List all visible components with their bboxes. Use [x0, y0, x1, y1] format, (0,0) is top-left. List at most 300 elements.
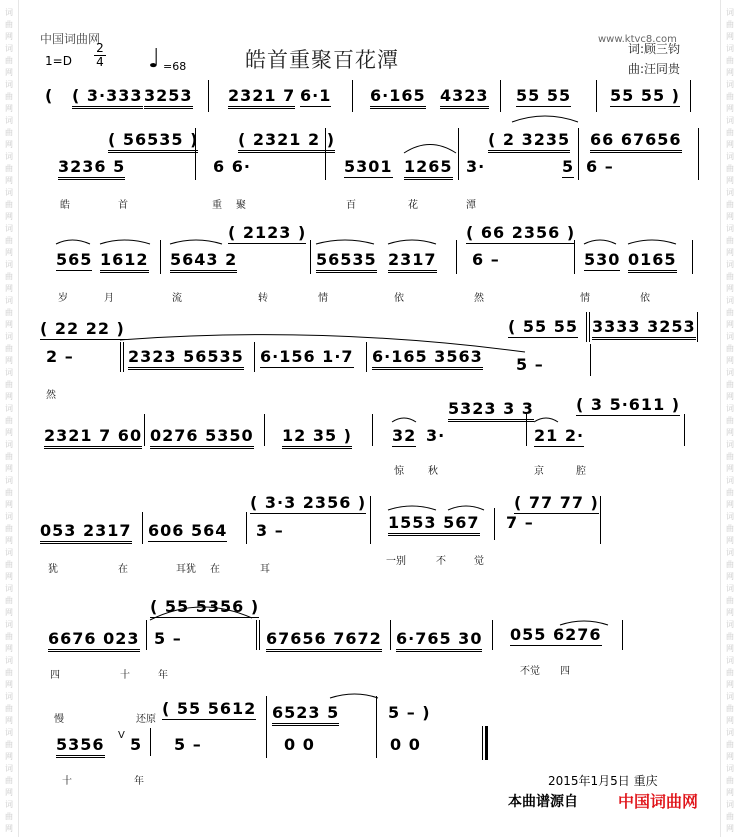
side-watermark-char: 曲 [5, 668, 13, 677]
side-watermark-char: 曲 [5, 164, 13, 173]
slur-arc [448, 506, 484, 510]
lyric-char: 然 [474, 293, 484, 304]
bar-line [160, 240, 161, 274]
side-watermark-char: 词 [5, 296, 13, 305]
bar-line [697, 312, 698, 342]
bar-line [246, 512, 247, 544]
side-watermark-char: 网 [726, 716, 734, 725]
side-watermark-char: 曲 [726, 812, 734, 821]
bar-line [146, 620, 147, 650]
side-watermark-char: 网 [5, 176, 13, 185]
side-watermark-char: 曲 [726, 308, 734, 317]
bar-line [500, 80, 501, 112]
lyric-char: 依 [394, 293, 404, 304]
site-url-top-right: www.ktvc8.com [598, 34, 677, 45]
side-watermark-char: 网 [5, 140, 13, 149]
lyric-char: 然 [46, 390, 56, 401]
notation-group: 565 [56, 250, 93, 269]
notation-group: 6·165 3563 [372, 348, 483, 370]
bar-line [370, 496, 371, 544]
notation-group: 3· [426, 426, 446, 445]
notation-group: 3236 5 [58, 158, 125, 180]
side-watermark-char: 词 [5, 260, 13, 269]
notation-upper: ( 2321 2 ) [238, 131, 335, 153]
side-watermark-char: 曲 [726, 632, 734, 641]
notation-upper: 5 – ) [388, 703, 431, 722]
notation-upper: ( 55 5356 ) [150, 597, 260, 616]
side-watermark-char: 曲 [5, 452, 13, 461]
bar-line [458, 128, 459, 180]
lyric-char: 流 [172, 293, 182, 304]
side-watermark-char: 网 [5, 248, 13, 257]
side-watermark-char: 曲 [5, 560, 13, 569]
side-watermark-char: 网 [726, 428, 734, 437]
bar-line [150, 728, 151, 756]
slur-arc [330, 694, 378, 698]
side-watermark-char: 词 [5, 188, 13, 197]
notation-upper: ( 3 5·611 ) [576, 395, 681, 414]
side-watermark-char: 曲 [726, 704, 734, 713]
side-watermark-char: 曲 [5, 740, 13, 749]
source-label: 本曲谱源自 [508, 794, 578, 810]
slur-arc [628, 240, 676, 244]
lyric-char: 依 [640, 293, 650, 304]
bar-line [690, 80, 691, 112]
notation-upper: ( 55 5612 [162, 699, 257, 718]
side-watermark-char: 网 [5, 608, 13, 617]
notation-upper: 6523 5 [272, 704, 339, 726]
bar-line [600, 496, 601, 544]
side-watermark-char: 网 [5, 428, 13, 437]
notation-upper: ( 77 77 ) [514, 493, 599, 512]
notation-group: 1553 567 [388, 514, 480, 536]
side-watermark-char: 网 [5, 212, 13, 221]
side-watermark-char: 词 [5, 80, 13, 89]
side-watermark-char: 网 [726, 68, 734, 77]
side-watermark-char: 网 [726, 284, 734, 293]
side-watermark-char: 曲 [5, 380, 13, 389]
lyric-char: 十 [120, 670, 130, 681]
notation-group: 5 – [174, 735, 202, 754]
side-watermark-char: 网 [5, 392, 13, 401]
notation-group: 55 55 ) [610, 86, 680, 105]
side-watermark-char: 网 [5, 464, 13, 473]
notation-upper: ( 2123 ) [228, 223, 307, 242]
side-watermark-char: 曲 [726, 488, 734, 497]
lyric-char: 花 [408, 200, 418, 211]
notation-group: 67656 7672 [266, 630, 382, 652]
bar-line [372, 414, 373, 446]
notation-upper: ( 3·3 2356 ) [250, 493, 367, 512]
notation-group: 2 – [46, 347, 74, 366]
side-watermark-char: 网 [726, 500, 734, 509]
bar-line [574, 240, 575, 274]
notation-group: ( 3·333 [72, 87, 143, 109]
lyric-char: 惊 [394, 466, 404, 477]
notation-group: 6·156 1·7 [260, 347, 354, 366]
meter-top: 2 [96, 41, 104, 55]
side-watermark-char: 词 [5, 404, 13, 413]
lyric-char: 在 [210, 564, 220, 575]
slur-arc [170, 240, 222, 244]
composer-credit: 曲:汪同贵 [628, 62, 681, 76]
side-watermark-char: 曲 [726, 452, 734, 461]
side-watermark-char: 曲 [5, 344, 13, 353]
side-watermark-char: 网 [726, 392, 734, 401]
notation-group: 55 55 [516, 86, 572, 105]
lyric-char: 转 [258, 293, 268, 304]
notation-group: 055 6276 [510, 625, 602, 644]
side-watermark-char: 曲 [726, 596, 734, 605]
side-watermark-char: 词 [5, 728, 13, 737]
notation-group: 606 564 [148, 521, 228, 540]
side-watermark-char: 词 [726, 620, 734, 629]
side-watermark-char: 曲 [726, 236, 734, 245]
side-watermark-char: 曲 [5, 92, 13, 101]
notation-group: 6·765 30 [396, 630, 482, 652]
notation-upper: ( 55 55 [508, 317, 578, 336]
bar-line [492, 620, 493, 650]
bar-line [578, 128, 579, 180]
tempo-term-slow: 慢 [54, 714, 64, 725]
notation-group: 5 [130, 735, 143, 754]
lyricist-credit: 词:顾三钧 [628, 42, 681, 56]
notation-group: 530 [584, 250, 621, 269]
slur-arc [404, 145, 456, 154]
side-watermark-char: 曲 [726, 56, 734, 65]
bar-line [352, 80, 353, 112]
site-label-top-left: 中国词曲网 [40, 32, 101, 46]
notation-upper: ( 22 22 ) [40, 319, 125, 338]
side-watermark-char: 词 [726, 476, 734, 485]
side-watermark-char: 网 [726, 788, 734, 797]
lyric-char: 岁 [58, 293, 68, 304]
side-watermark-char: 词 [726, 584, 734, 593]
notation-group: 5 [562, 157, 575, 176]
side-watermark-char: 网 [726, 212, 734, 221]
side-watermark-char: 词 [726, 332, 734, 341]
notation-group: 12 35 ) [282, 427, 352, 449]
side-watermark-char: 词 [5, 8, 13, 17]
bar-line [254, 342, 255, 372]
slur-arc [392, 418, 416, 422]
lyric-char: 不 [436, 556, 446, 567]
side-watermark-char: 曲 [726, 776, 734, 785]
bar-line [456, 240, 457, 274]
lyric-char: 情 [318, 293, 328, 304]
notation-group: 21 2· [534, 426, 585, 445]
lyric-char: 一别 [386, 556, 406, 567]
bar-line [684, 414, 685, 446]
lyric-char: 情 [580, 293, 590, 304]
side-watermark-char: 曲 [5, 596, 13, 605]
notation-group: 56535 [316, 251, 377, 273]
notation-group: 6 6· [213, 157, 251, 176]
bar-line [208, 80, 209, 112]
side-watermark-char: 网 [5, 68, 13, 77]
side-watermark-char: 词 [726, 80, 734, 89]
paren-open: ( [45, 86, 54, 105]
side-watermark-char: 曲 [5, 488, 13, 497]
lyric-char: 四 [560, 666, 570, 677]
notation-group: 5301 [344, 157, 393, 176]
double-bar-line [120, 342, 124, 372]
bar-line [195, 128, 196, 180]
side-watermark-char: 网 [5, 788, 13, 797]
side-watermark-char: 词 [5, 512, 13, 521]
side-watermark-char: 曲 [726, 200, 734, 209]
side-watermark-char: 网 [726, 176, 734, 185]
lyric-char: 四 [50, 670, 60, 681]
lyric-char: 首 [118, 200, 128, 211]
side-watermark-char: 曲 [5, 20, 13, 29]
side-watermark-char: 词 [5, 152, 13, 161]
tempo-marking: =68 [163, 60, 187, 73]
side-watermark-char: 词 [5, 764, 13, 773]
side-watermark-char: 词 [5, 224, 13, 233]
slur-arc [388, 240, 436, 244]
bar-line [526, 414, 527, 446]
lyric-char: 不觉 [520, 666, 540, 677]
side-watermark-char: 网 [726, 248, 734, 257]
bar-line [142, 512, 143, 544]
date-place [548, 772, 658, 789]
tempo-term-restore: 还原 [136, 714, 156, 725]
side-watermark-char: 词 [5, 332, 13, 341]
notation-group: 5356 [56, 736, 105, 758]
side-watermark-char: 曲 [5, 776, 13, 785]
side-watermark-char: 词 [726, 548, 734, 557]
notation-group: 0276 5350 [150, 427, 254, 449]
side-watermark-char: 网 [726, 752, 734, 761]
side-watermark-char: 网 [5, 32, 13, 41]
bar-line [310, 240, 311, 274]
lyric-char: 耳 [260, 564, 270, 575]
notation-group: 6676 023 [48, 630, 140, 652]
notation-group: 3 – [256, 521, 284, 540]
side-watermark-char: 曲 [726, 344, 734, 353]
side-watermark-char: 词 [5, 368, 13, 377]
side-watermark-char: 网 [5, 320, 13, 329]
slur-arc [584, 240, 616, 244]
slur-arc [512, 116, 578, 122]
side-watermark-char: 词 [5, 692, 13, 701]
side-watermark-char: 网 [726, 824, 734, 833]
notation-group: 7 – [506, 513, 534, 532]
meter-bottom: 4 [96, 55, 104, 69]
notation-group: 5 – [516, 355, 544, 374]
side-watermark-char: 词 [726, 44, 734, 53]
side-watermark-char: 曲 [726, 272, 734, 281]
slur-arc [534, 418, 558, 422]
notation-group: 1612 [100, 251, 149, 273]
side-watermark-char: 词 [726, 656, 734, 665]
lyric-char: 潭 [466, 200, 476, 211]
lyric-char: 百 [346, 200, 356, 211]
side-watermark-char: 网 [726, 464, 734, 473]
side-watermark-char: 曲 [726, 20, 734, 29]
bar-line [596, 80, 597, 112]
date: 2015年1月5日 [548, 774, 630, 788]
side-watermark-char: 网 [5, 500, 13, 509]
double-bar-line [586, 312, 590, 342]
side-watermark-char: 词 [5, 440, 13, 449]
side-watermark-char: 词 [5, 548, 13, 557]
side-watermark-char: 曲 [5, 308, 13, 317]
song-title: 皓首重聚百花潭 [245, 48, 399, 72]
slur-arc [56, 240, 90, 244]
lyric-char: 年 [158, 670, 168, 681]
side-watermark-char: 曲 [5, 812, 13, 821]
notation-group: 0 0 [390, 735, 421, 754]
slur-arc [100, 240, 150, 244]
side-watermark-char: 词 [5, 116, 13, 125]
side-watermark-char: 词 [726, 404, 734, 413]
side-watermark-char: 词 [5, 800, 13, 809]
breath-mark: V [118, 730, 125, 741]
side-watermark-char: 曲 [726, 524, 734, 533]
notation-group: 0165 [628, 251, 677, 273]
lyric-char: 年 [134, 776, 144, 787]
key-signature: 1=D [45, 54, 72, 68]
notation-group: 6 – [586, 157, 614, 176]
side-watermark-char: 词 [726, 8, 734, 17]
quarter-note-icon: ♩ [148, 44, 161, 74]
side-watermark-char: 曲 [5, 200, 13, 209]
notation-group: 5643 2 [170, 251, 237, 273]
slur-arc [388, 506, 436, 510]
side-watermark-char: 曲 [726, 740, 734, 749]
side-watermark-char: 词 [726, 368, 734, 377]
bar-line [698, 128, 699, 180]
notation-group: 6·1 [300, 86, 332, 105]
notation-group: 0 0 [284, 735, 315, 754]
lyric-char: 皓 [60, 200, 70, 211]
bar-line [325, 128, 326, 180]
notation-group: 2323 56535 [128, 348, 244, 370]
side-watermark-char: 曲 [5, 236, 13, 245]
lyric-char: 重 [212, 200, 222, 211]
notation-upper: ( 56535 ) [108, 131, 198, 153]
side-watermark-char: 网 [726, 680, 734, 689]
side-watermark-char: 网 [726, 320, 734, 329]
notation-group: 053 2317 [40, 522, 132, 544]
lyric-char: 京 [534, 466, 544, 477]
side-watermark-char: 曲 [5, 416, 13, 425]
side-watermark-char: 词 [726, 764, 734, 773]
place: 重庆 [633, 774, 658, 788]
double-bar-line [256, 620, 260, 650]
side-watermark-char: 词 [726, 188, 734, 197]
side-watermark-char: 网 [5, 644, 13, 653]
bar-line [266, 696, 267, 758]
lyric-char: 十 [62, 776, 72, 787]
side-watermark-char: 词 [5, 44, 13, 53]
side-watermark-char: 网 [726, 32, 734, 41]
side-watermark-char: 网 [5, 104, 13, 113]
side-watermark-char: 曲 [726, 92, 734, 101]
side-watermark-char: 词 [726, 260, 734, 269]
notation-upper: ( 66 2356 ) [466, 223, 576, 242]
final-bar-line [482, 726, 488, 760]
side-watermark-char: 词 [726, 224, 734, 233]
side-watermark-char: 曲 [726, 416, 734, 425]
side-watermark-char: 曲 [5, 128, 13, 137]
side-watermark-char: 网 [726, 572, 734, 581]
side-watermark-char: 词 [726, 440, 734, 449]
side-watermark-char: 网 [5, 752, 13, 761]
notation-group: 6 – [472, 250, 500, 269]
side-watermark-char: 词 [726, 512, 734, 521]
side-watermark-char: 网 [726, 356, 734, 365]
lyric-char: 秋 [428, 466, 438, 477]
bar-line [144, 414, 145, 446]
lyric-char: 犹 [48, 564, 58, 575]
bar-line [622, 620, 623, 650]
side-watermark-char: 词 [726, 692, 734, 701]
side-watermark-char: 词 [726, 728, 734, 737]
side-watermark-char: 词 [726, 152, 734, 161]
side-watermark-char: 网 [5, 572, 13, 581]
side-watermark-char: 曲 [5, 56, 13, 65]
lyric-char: 在 [118, 564, 128, 575]
side-watermark-char: 曲 [726, 560, 734, 569]
bar-line [366, 342, 367, 372]
side-watermark-char: 词 [726, 296, 734, 305]
side-watermark-char: 曲 [726, 380, 734, 389]
side-watermark-char: 词 [726, 116, 734, 125]
side-watermark-char: 曲 [5, 524, 13, 533]
side-watermark-char: 词 [726, 800, 734, 809]
side-watermark-char: 词 [5, 584, 13, 593]
side-watermark-char: 网 [726, 644, 734, 653]
notation-group: 5 – [154, 629, 182, 648]
side-watermark-char: 网 [726, 608, 734, 617]
notation-group: 2317 [388, 251, 437, 273]
side-watermark-char: 曲 [5, 632, 13, 641]
side-watermark-char: 曲 [5, 272, 13, 281]
side-watermark-char: 网 [5, 680, 13, 689]
lyric-char: 觉 [474, 556, 484, 567]
lyric-char: 腔 [576, 466, 586, 477]
notation-group: 3· [466, 157, 486, 176]
slur-arc [316, 240, 374, 244]
side-watermark-char: 网 [5, 284, 13, 293]
bar-line [264, 414, 265, 446]
bar-line [692, 240, 693, 274]
notation-group: 4323 [440, 87, 489, 109]
side-watermark-char: 词 [5, 476, 13, 485]
side-watermark-char: 网 [726, 536, 734, 545]
bar-line [390, 620, 391, 650]
notation-upper: 5323 3 3 [448, 400, 534, 422]
side-watermark-char: 网 [5, 536, 13, 545]
notation-group: 32 [392, 426, 417, 445]
side-watermark-char: 网 [5, 716, 13, 725]
lyric-char: 耳犹 [176, 564, 196, 575]
bar-line [376, 696, 377, 758]
side-watermark-char: 曲 [726, 128, 734, 137]
side-watermark-char: 曲 [726, 164, 734, 173]
side-watermark-char: 网 [726, 104, 734, 113]
notation-group: 2321 7 [228, 87, 295, 109]
lyric-char: 聚 [236, 200, 246, 211]
side-watermark-char: 词 [5, 620, 13, 629]
side-watermark-char: 网 [5, 824, 13, 833]
side-watermark-char: 曲 [5, 704, 13, 713]
side-watermark-char: 网 [5, 356, 13, 365]
source-site-name[interactable]: 中国词曲网 [618, 792, 699, 811]
